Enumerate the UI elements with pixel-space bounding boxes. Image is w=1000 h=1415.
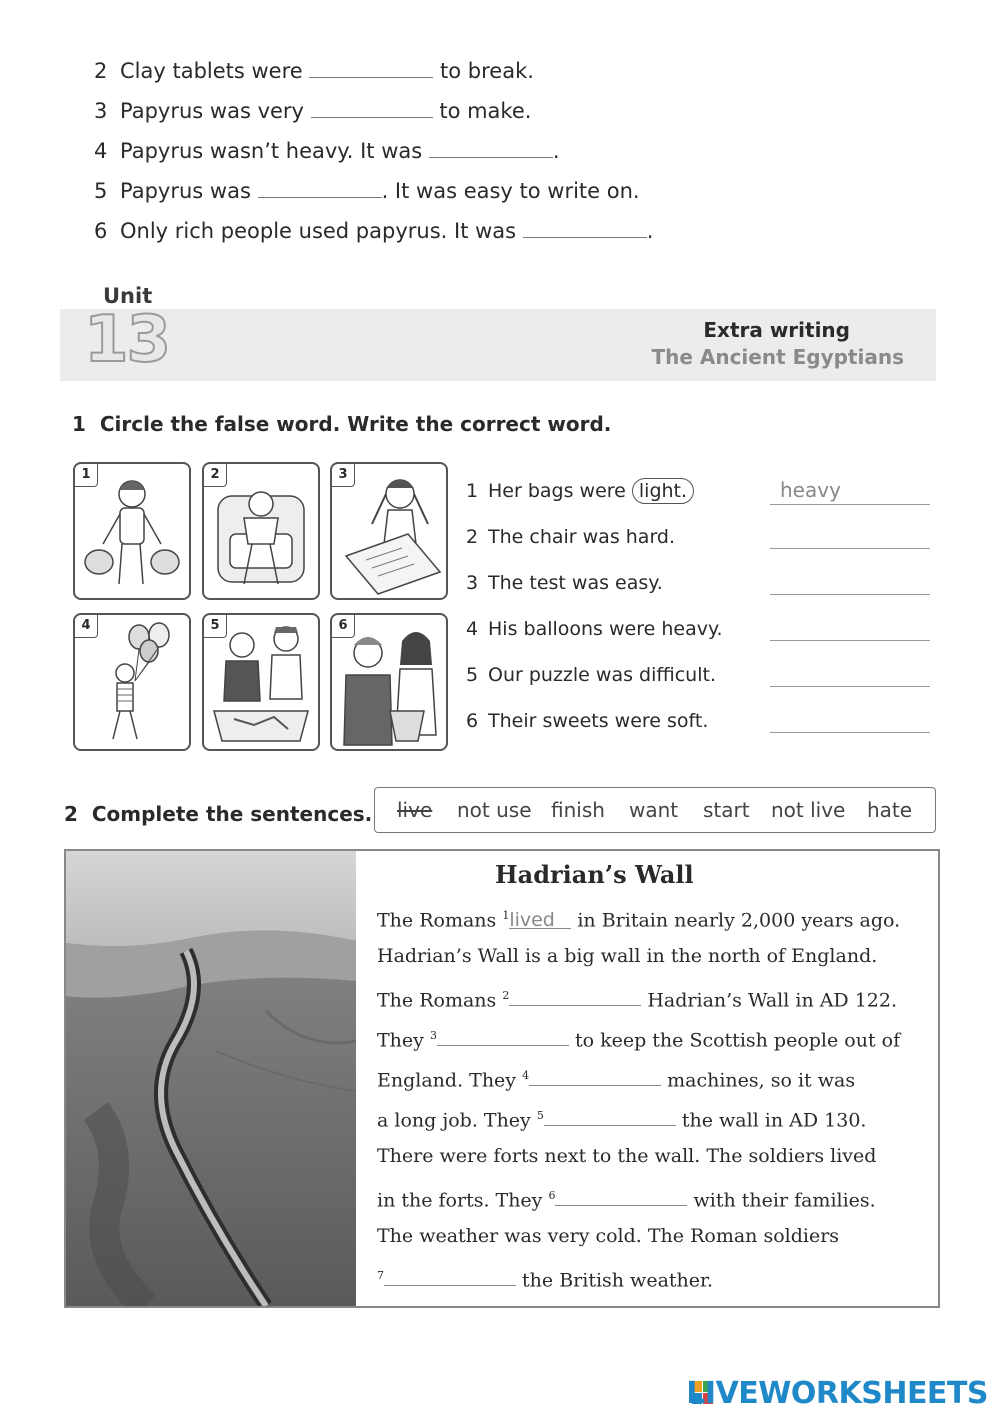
picture-number: 5 xyxy=(204,615,227,638)
picture-3 xyxy=(330,462,448,600)
picture-4 xyxy=(73,613,191,751)
answer-blank[interactable] xyxy=(311,95,433,118)
reading-text: There were forts next to the wall. The soldiers lived xyxy=(377,1145,877,1167)
reading-text: Hadrian’s Wall in AD 122. xyxy=(641,989,898,1012)
gap-7-field[interactable] xyxy=(384,1263,516,1286)
sentence-text[interactable]: The chair was hard. xyxy=(488,526,676,548)
section-title: Extra writing xyxy=(703,318,850,342)
reading-text: with their families. xyxy=(687,1189,876,1212)
reading-text: The weather was very cold. The Roman soldiers xyxy=(377,1225,840,1247)
gap-number: 5 xyxy=(536,1109,544,1122)
picture-number: 6 xyxy=(332,615,355,638)
exercise-2-title xyxy=(64,802,372,826)
top-line-5 xyxy=(94,175,640,205)
word-finish: finish xyxy=(551,798,605,822)
reading-text: the British weather. xyxy=(516,1269,714,1292)
word-live: live xyxy=(397,798,433,822)
gap-number: 3 xyxy=(429,1029,437,1042)
word-not-use: not use xyxy=(457,798,532,822)
reading-text: The Romans xyxy=(377,909,503,932)
picture-number: 2 xyxy=(204,464,227,487)
line-text: to make. xyxy=(432,99,532,123)
answer-field-5[interactable] xyxy=(770,658,930,687)
reading-text: The Romans xyxy=(377,989,503,1012)
reading-line-1 xyxy=(377,902,900,930)
picture-1 xyxy=(73,462,191,600)
line-text: Clay tablets were xyxy=(120,59,310,83)
sentence-number: 2 xyxy=(466,526,479,548)
reading-text: Hadrian’s Wall is a big wall in the north of England. xyxy=(377,945,878,967)
line-number: 5 xyxy=(94,179,108,203)
reading-line-5 xyxy=(377,1062,855,1090)
gap-4-field[interactable] xyxy=(529,1063,661,1086)
line-text: Papyrus was very xyxy=(120,99,311,123)
hadrians-wall-photo xyxy=(66,851,356,1306)
example-answer: lived xyxy=(509,909,555,932)
line-number: 4 xyxy=(94,139,108,163)
sentence-4 xyxy=(466,615,723,643)
reading-text: England. They xyxy=(377,1069,523,1092)
sentence-2 xyxy=(466,523,675,551)
sentence-text: Her bags were xyxy=(488,480,632,502)
line-text: to break. xyxy=(433,59,534,83)
gap-2-field[interactable] xyxy=(509,983,641,1006)
word-box xyxy=(374,787,936,833)
reading-text: machines, so it was xyxy=(661,1069,856,1092)
reading-line-3 xyxy=(377,982,897,1010)
answer-blank[interactable] xyxy=(523,215,647,238)
picture-number: 1 xyxy=(75,464,98,487)
gap-number: 2 xyxy=(502,989,510,1002)
top-line-3 xyxy=(94,95,531,125)
line-number: 6 xyxy=(94,219,108,243)
picture-6 xyxy=(330,613,448,751)
gap-5-field[interactable] xyxy=(544,1103,676,1126)
reading-text: the wall in AD 130. xyxy=(675,1109,867,1132)
word-hate: hate xyxy=(867,798,913,822)
top-line-6 xyxy=(94,215,653,245)
exercise-1-title xyxy=(72,412,611,436)
exercise-number: 1 xyxy=(72,412,86,436)
line-number: 2 xyxy=(94,59,108,83)
sentence-5 xyxy=(466,661,716,689)
sentence-3 xyxy=(466,569,663,597)
reading-line-8 xyxy=(377,1182,876,1210)
reading-text: They xyxy=(377,1029,430,1052)
answer-field-2[interactable] xyxy=(770,520,930,549)
line-text: . It was easy to write on. xyxy=(381,179,640,203)
sentence-number: 6 xyxy=(466,710,479,732)
exercise-instruction: Circle the false word. Write the correct word. xyxy=(99,412,612,436)
answer-field-3[interactable] xyxy=(770,566,930,595)
reading-text: in the forts. They xyxy=(377,1189,549,1212)
word-want: want xyxy=(629,798,679,822)
sentence-text[interactable]: Our puzzle was difficult. xyxy=(488,664,716,686)
unit-label: Unit xyxy=(103,284,153,308)
picture-number: 3 xyxy=(332,464,355,487)
picture-5 xyxy=(202,613,320,751)
brand-name[interactable]: LIVEWORKSHEETS xyxy=(686,1376,988,1411)
word-start: start xyxy=(703,798,750,822)
reading-text: in Britain nearly 2,000 years ago. xyxy=(571,909,901,932)
gap-3-field[interactable] xyxy=(437,1023,569,1046)
answer-field-6[interactable] xyxy=(770,704,930,733)
line-text: Papyrus wasn’t heavy. It was xyxy=(120,139,429,163)
reading-line-10 xyxy=(377,1262,713,1290)
sentence-6 xyxy=(466,707,708,735)
gap-number: 1 xyxy=(502,909,510,922)
top-line-2 xyxy=(94,55,534,85)
reading-line-2 xyxy=(377,942,877,970)
sentence-number: 3 xyxy=(466,572,479,594)
exercise-number: 2 xyxy=(64,802,78,826)
gap-number: 4 xyxy=(522,1069,530,1082)
answer-text: heavy xyxy=(780,478,841,502)
gap-1-field[interactable] xyxy=(509,906,571,932)
line-text: Papyrus was xyxy=(120,179,258,203)
gap-number: 6 xyxy=(548,1189,556,1202)
sentence-number: 1 xyxy=(466,480,479,502)
word-not-live: not live xyxy=(771,798,846,822)
reading-title: Hadrian’s Wall xyxy=(495,860,694,889)
line-number: 3 xyxy=(94,99,108,123)
unit-number: 13 xyxy=(84,303,170,377)
circled-word[interactable]: light. xyxy=(632,478,694,504)
line-text: . xyxy=(646,219,654,243)
sentence-text[interactable]: Their sweets were soft. xyxy=(488,710,709,732)
sentence-text[interactable]: His balloons were heavy. xyxy=(488,618,723,640)
top-line-4 xyxy=(94,135,560,165)
section-topic: The Ancient Egyptians xyxy=(651,345,904,369)
sentence-number: 4 xyxy=(466,618,479,640)
reading-line-4 xyxy=(377,1022,900,1050)
line-text: . xyxy=(552,139,560,163)
gap-number: 7 xyxy=(377,1269,384,1282)
gap-6-field[interactable] xyxy=(555,1183,687,1206)
answer-blank[interactable] xyxy=(258,175,382,198)
answer-field-4[interactable] xyxy=(770,612,930,641)
sentence-number: 5 xyxy=(466,664,479,686)
reading-line-6 xyxy=(377,1102,866,1130)
picture-number: 4 xyxy=(75,615,98,638)
sentence-1 xyxy=(466,477,694,505)
sentence-text[interactable]: The test was easy. xyxy=(488,572,663,594)
answer-blank[interactable] xyxy=(429,135,553,158)
picture-2 xyxy=(202,462,320,600)
reading-text: to keep the Scottish people out of xyxy=(568,1029,901,1052)
reading-text: a long job. They xyxy=(377,1109,537,1132)
answer-blank[interactable] xyxy=(309,55,433,78)
reading-line-9 xyxy=(377,1222,839,1250)
exercise-instruction: Complete the sentences. xyxy=(91,802,373,826)
line-text: Only rich people used papyrus. It was xyxy=(120,219,523,243)
reading-line-7 xyxy=(377,1142,876,1170)
answer-field-1[interactable] xyxy=(770,476,930,505)
